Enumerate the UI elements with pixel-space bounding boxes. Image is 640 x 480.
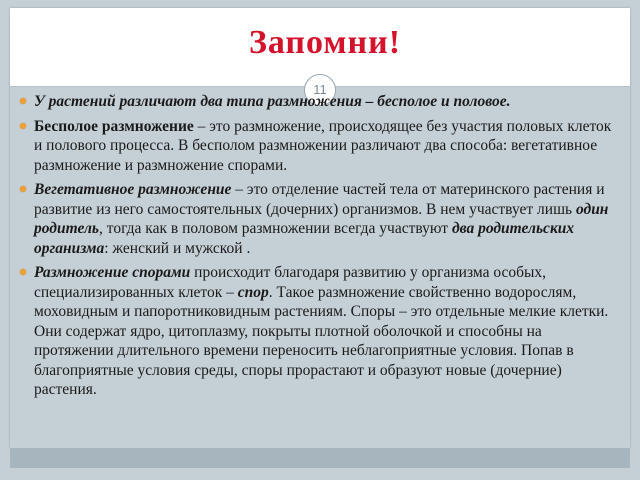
definition-vegetative-2: , тогда как в половом размножении всегда участвуют xyxy=(99,220,452,237)
slide-title: Запомни! xyxy=(248,24,402,61)
list-item xyxy=(26,180,616,258)
bullet-list xyxy=(26,92,616,405)
term-spore: спор xyxy=(237,283,269,301)
term-asexual: Бесполое размножение xyxy=(34,117,194,135)
list-item xyxy=(26,117,616,176)
list-item xyxy=(26,92,616,112)
bottom-bar xyxy=(10,448,630,468)
definition-vegetative-3: : женский и мужской . xyxy=(104,239,251,257)
bullet-icon xyxy=(20,98,26,104)
term-one-parent: один родитель xyxy=(34,200,609,237)
bullet-icon xyxy=(20,123,26,129)
definition-asexual: – это размножение, происходящее без участия половых клеток и полового процесса. В бесполом размножении различают два способа: вегетативное размножение и размножение спорами. xyxy=(34,117,612,174)
definition-vegetative-1: – это отделение частей тела от материнского растения и развитие из него самостоятельных (дочерних) организмов. В нем участвует лишь xyxy=(34,181,605,218)
slide-number-badge: 11 xyxy=(304,74,336,106)
bullet-icon xyxy=(20,269,26,275)
bullet-icon xyxy=(20,186,26,192)
term-spores: Размножение спорами xyxy=(34,264,191,281)
term-two-parents: два родительских организма xyxy=(34,220,575,257)
definition-spores-2: . Такое размножение свойственно водорослям, моховидным и папоротниковидным растениям. Споры – это отдельные мелкие клетки. Они содержат ядро, цитоплазму, покрыты плотной оболочкой и способны на протяжении длительного времени переносить неблагоприятные условия. Попав в благоприятные условия среды, споры прорастают и образуют новые (дочерние) растения. xyxy=(34,283,609,398)
term-vegetative: Вегетативное размножение xyxy=(34,181,232,198)
intro-text: У растений различают два типа размножения – бесполое и половое. xyxy=(34,93,511,110)
list-item xyxy=(26,263,616,400)
definition-spores-1: происходит благодаря развитию у организма особых, специализированных клеток – xyxy=(34,264,547,301)
